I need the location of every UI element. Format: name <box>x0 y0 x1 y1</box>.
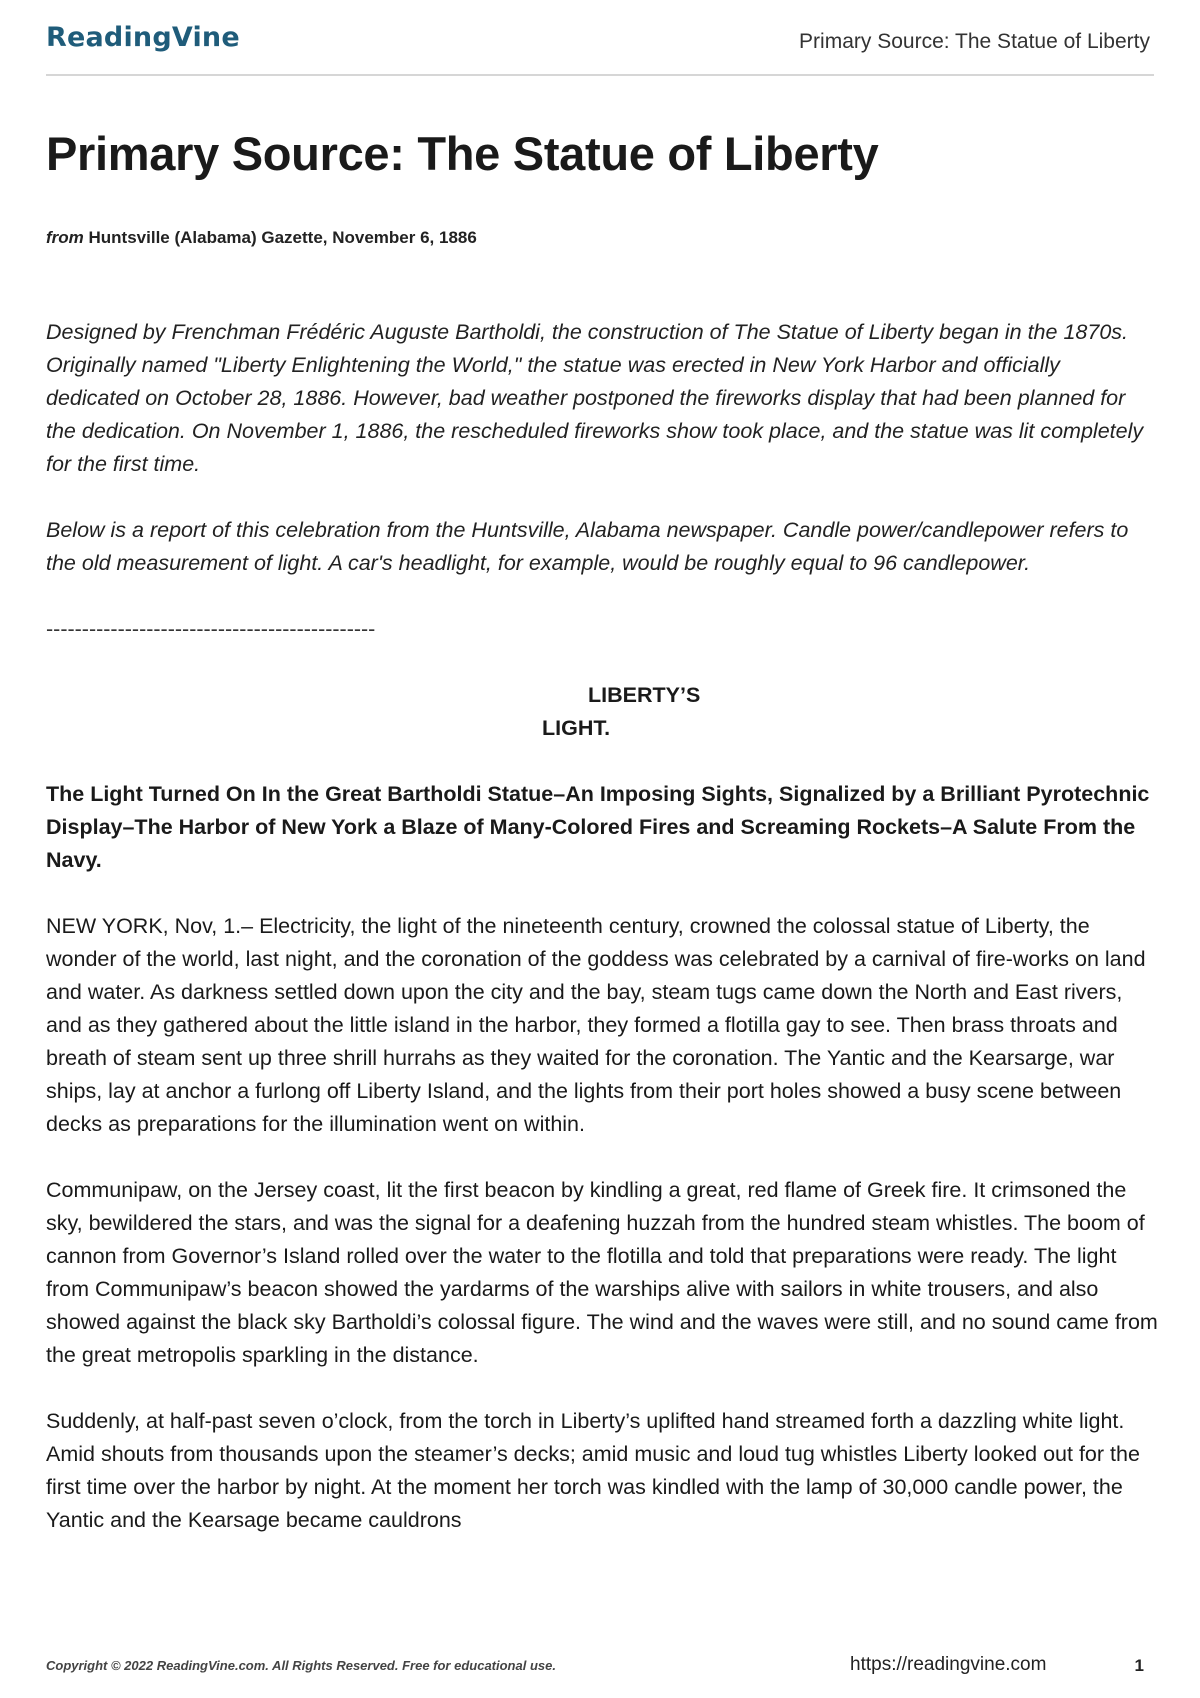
article-paragraph: NEW YORK, Nov, 1.– Electricity, the light of the nineteenth century, crowned the colossal statue of Liberty, the wonder of the world, last night, and the coronation of the goddess was celebrated by a carnival of fire-works on land and water. As darkness settled down upon the city and the bay, steam tugs came down the North and East rivers, and as they gathered about the little island in the harbor, they formed a flotilla gay to see. Then brass throats and breath of steam sent up three shrill hurrahs as they waited for the coronation. The Yantic and the Kearsarge, war ships, lay at anchor a furlong off Liberty Island, and the lights from their port holes showed a busy scene between decks as preparations for the illumination went on within. <box>46 914 1146 1136</box>
header-title: Primary Source: The Statue of Liberty <box>799 30 1150 53</box>
intro-paragraph: Below is a report of this celebration from the Huntsville, Alabama newspaper. Candle power/candlepower refers to the old measurement of light. A car's headlight, for example, would be roughly equal to 96 candlepower. <box>46 518 1129 575</box>
page-footer <box>46 1656 1154 1680</box>
article-subheading: The Light Turned On In the Great Bartholdi Statue–An Imposing Sights, Signalized by a Brilliant Pyrotechnic Display–The Harbor of New York a Blaze of Many-Colored Fires and Screaming Rockets–A Salute From the Navy. <box>46 782 1150 872</box>
page-header <box>46 20 1154 76</box>
page-number: 1 <box>1134 1656 1144 1675</box>
page-title: Primary Source: The Statue of Liberty <box>46 127 879 180</box>
intro-paragraph: Designed by Frenchman Frédéric Auguste Bartholdi, the construction of The Statue of Liberty began in the 1870s. Originally named "Liberty Enlightening the World," the statue was erected in New York Harbor and officially dedicated on October 28, 1886. However, bad weather postponed the fireworks display that had been planned for the dedication. On November 1, 1886, the rescheduled fireworks show took place, and the statue was lit completely for the first time. <box>46 320 1144 476</box>
footer-url-link[interactable]: https://readingvine.com <box>850 1654 1047 1675</box>
source-line <box>46 228 477 248</box>
article-heading-line1: LIBERTY’S <box>588 683 701 707</box>
article-heading-line2: LIGHT. <box>542 716 611 740</box>
source-prefix: from <box>46 228 84 247</box>
source-text: Huntsville (Alabama) Gazette, November 6, 1886 <box>83 228 477 247</box>
article-paragraph: Communipaw, on the Jersey coast, lit the first beacon by kindling a great, red flame of Greek fire. It crimsoned the sky, bewildered the stars, and was the signal for a deafening huzzah from the hundred steam whistles. The boom of cannon from Governor’s Island rolled over the water to the flotilla and told that preparations were ready. The light from Communipaw’s beacon showed the yardarms of the warships alive with sailors in white trousers, and also showed against the black sky Bartholdi’s colossal figure. The wind and the waves were still, and no sound came from the great metropolis sparkling in the distance. <box>46 1178 1158 1367</box>
document-body <box>46 316 1158 1537</box>
copyright-notice: Copyright © 2022 ReadingVine.com. All Rights Reserved. Free for educational use. <box>46 1658 556 1673</box>
section-divider: ---------------------------------------------- <box>46 617 376 641</box>
readingvine-logo: ReadingVine <box>46 22 240 53</box>
article-paragraph: Suddenly, at half-past seven o’clock, from the torch in Liberty’s uplifted hand streamed forth a dazzling white light. Amid shouts from thousands upon the steamer’s decks; amid music and loud tug whistles Liberty looked out for the first time over the harbor by night. At the moment her torch was kindled with the lamp of 30,000 candle power, the Yantic and the Kearsage became cauldrons <box>46 1409 1140 1532</box>
